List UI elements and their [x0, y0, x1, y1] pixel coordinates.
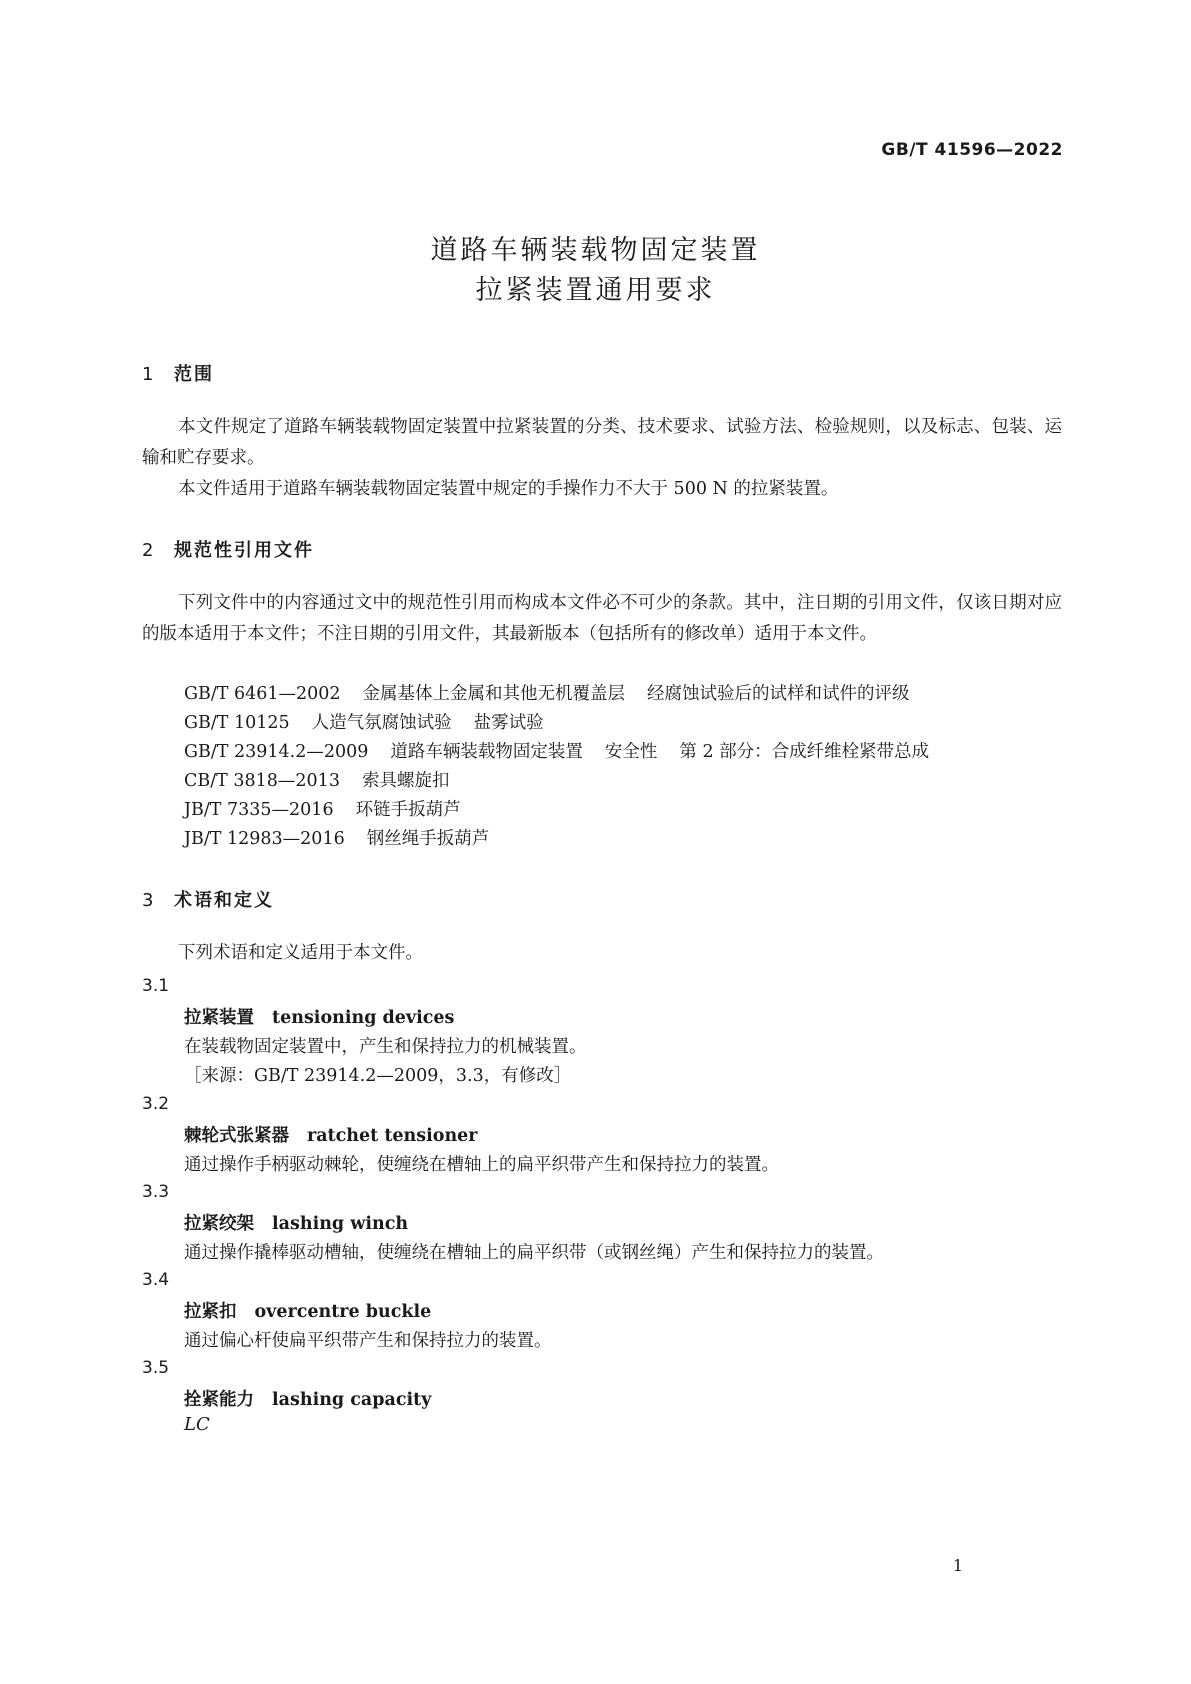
term-entry — [184, 1122, 478, 1147]
document-title-line-2: 拉紧装置通用要求 — [475, 275, 716, 306]
term-source: ［来源：GB/T 23914.2—2009，3.3，有修改］ — [184, 1066, 572, 1086]
term-zh: 拉紧装置 — [184, 1008, 254, 1028]
term-symbol: LC — [184, 1414, 210, 1435]
reference-code: CB/T 3818—2013 — [184, 771, 340, 791]
term-entry — [184, 1210, 408, 1235]
reference-item — [184, 825, 489, 850]
term-definition: 在装载物固定装置中，产生和保持拉力的机械装置。 — [184, 1037, 587, 1057]
term-entry — [184, 1298, 431, 1323]
section-2-heading — [142, 536, 314, 562]
standard-code: GB/T 41596—2022 — [881, 140, 1063, 160]
term-en: tensioning devices — [272, 1008, 455, 1028]
term-zh: 拉紧绞架 — [184, 1214, 254, 1234]
reference-code: JB/T 7335—2016 — [184, 800, 334, 820]
reference-part: 第 2 部分：合成纤维栓紧带总成 — [679, 742, 930, 762]
normative-references-intro: 下列文件中的内容通过文中的规范性引用而构成本文件必不可少的条款。其中，注日期的引用文件，仅该日期对应的版本适用于本文件；不注日期的引用文件，其最新版本（包括所有的修改单）适用于本文件。 — [142, 593, 1062, 644]
section-title: 范围 — [174, 364, 214, 385]
reference-title: 钢丝绳手扳葫芦 — [366, 829, 490, 849]
term-en: lashing winch — [272, 1214, 409, 1234]
term-definition: 通过操作手柄驱动棘轮，使缠绕在槽轴上的扁平织带产生和保持拉力的装置。 — [184, 1155, 779, 1175]
term-number: 3.1 — [142, 976, 170, 996]
section-number: 3 — [142, 890, 154, 911]
reference-title: 道路车辆装载物固定装置 — [390, 742, 583, 762]
term-entry — [184, 1004, 454, 1029]
term-number: 3.3 — [142, 1182, 170, 1202]
term-definition: 通过操作撬棒驱动槽轴，使缠绕在槽轴上的扁平织带（或钢丝绳）产生和保持拉力的装置。 — [184, 1243, 884, 1263]
reference-title: 环链手扳葫芦 — [355, 800, 461, 820]
scope-paragraph-1: 本文件规定了道路车辆装载物固定装置中拉紧装置的分类、技术要求、试验方法、检验规则，以及标志、包装、运输和贮存要求。 — [142, 417, 1062, 468]
section-3-heading — [142, 886, 274, 912]
reference-title: 人造气氛腐蚀试验 — [311, 713, 452, 733]
section-1-heading — [142, 360, 214, 386]
reference-item — [184, 709, 544, 734]
scope-paragraph-2: 本文件适用于道路车辆装载物固定装置中规定的手操作力不大于 500 N 的拉紧装置。 — [178, 479, 839, 499]
reference-item — [184, 680, 910, 705]
section-number: 2 — [142, 540, 154, 561]
section-title: 规范性引用文件 — [174, 540, 314, 561]
term-entry — [184, 1386, 431, 1411]
reference-title: 索具螺旋扣 — [361, 771, 450, 791]
term-en: ratchet tensioner — [307, 1126, 478, 1146]
term-number: 3.5 — [142, 1358, 170, 1378]
page-number: 1 — [952, 1556, 963, 1575]
reference-code: GB/T 23914.2—2009 — [184, 742, 369, 762]
term-en: overcentre buckle — [254, 1302, 432, 1322]
section-number: 1 — [142, 364, 154, 385]
reference-item — [184, 767, 449, 792]
term-number: 3.2 — [142, 1094, 170, 1114]
document-title-line-1: 道路车辆装载物固定装置 — [430, 235, 761, 266]
term-zh: 拴紧能力 — [184, 1390, 254, 1410]
reference-item — [184, 796, 461, 821]
terms-intro: 下列术语和定义适用于本文件。 — [178, 943, 423, 963]
reference-code: GB/T 6461—2002 — [184, 684, 341, 704]
term-en: lashing capacity — [272, 1390, 432, 1410]
reference-code: GB/T 10125 — [184, 713, 290, 733]
section-title: 术语和定义 — [174, 890, 274, 911]
reference-item — [184, 738, 929, 763]
reference-subtitle: 安全性 — [604, 742, 658, 762]
term-zh: 拉紧扣 — [184, 1302, 237, 1322]
reference-subtitle: 盐雾试验 — [473, 713, 544, 733]
reference-title: 金属基体上金属和其他无机覆盖层 — [362, 684, 626, 704]
term-zh: 棘轮式张紧器 — [184, 1126, 289, 1146]
term-number: 3.4 — [142, 1270, 170, 1290]
term-definition: 通过偏心杆使扁平织带产生和保持拉力的装置。 — [184, 1331, 552, 1351]
reference-code: JB/T 12983—2016 — [184, 829, 345, 849]
reference-subtitle: 经腐蚀试验后的试样和试件的评级 — [647, 684, 910, 704]
